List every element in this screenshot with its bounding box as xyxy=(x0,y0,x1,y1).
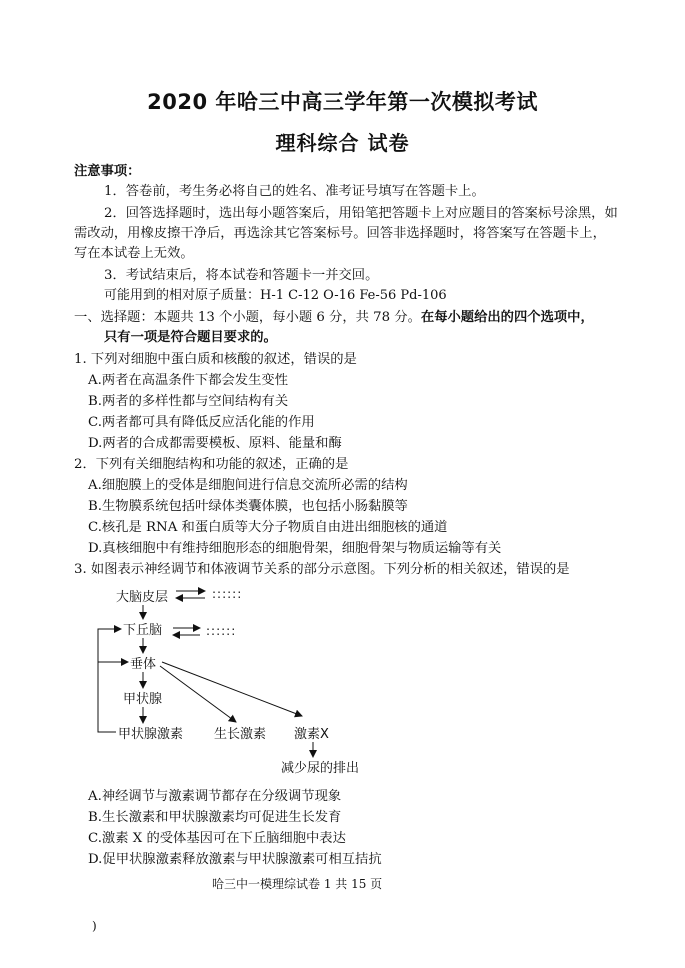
q2-option-c: C.核孔是 RNA 和蛋白质等大分子物质自由进出细胞核的通道 xyxy=(88,520,448,535)
pituitary-output-arrows xyxy=(160,662,302,722)
q2-option-b: B.生物膜系统包括叶绿体类囊体膜，也包括小肠黏膜等 xyxy=(88,499,408,514)
q2-stem: 2．下列有关细胞结构和功能的叙述，正确的是 xyxy=(74,457,349,472)
q1-option-d: D.两者的合成都需要模板、原料、能量和酶 xyxy=(88,436,342,451)
section-1-instructions-b: 在每小题给出的四个选项中， xyxy=(420,310,594,325)
q3-option-b: B.生长激素和甲状腺激素均可促进生长发育 xyxy=(88,810,342,825)
hypothalamus-exchange-arrows xyxy=(173,628,200,635)
page-title: 2020 年哈三中高三学年第一次模拟考试 xyxy=(147,90,538,114)
notice-item-2-line-3: 写在本试卷上无效。 xyxy=(74,246,194,261)
q3-option-d: D.促甲状腺激素释放激素与甲状腺激素可相互拮抗 xyxy=(88,852,382,867)
cortex-exchange-arrows xyxy=(176,591,205,598)
page-footer: 哈三中一模理综试卷 1 共 15 页 xyxy=(212,877,383,891)
q1-stem: 1. 下列对细胞中蛋白质和核酸的叙述，错误的是 xyxy=(74,352,357,367)
q2-option-a: A.细胞膜上的受体是细胞间进行信息交流所必需的结构 xyxy=(88,478,408,493)
diagram-thyroid-label: 甲状腺 xyxy=(123,692,163,707)
hypothalamus-dotted-placeholder: :::::: xyxy=(206,624,237,638)
q1-option-b: B.两者的多样性都与空间结构有关 xyxy=(88,394,289,409)
section-1-instructions-line-2: 只有一项是符合题目要求的。 xyxy=(104,330,277,345)
notice-item-3: 3．考试结束后，将本试卷和答题卡一并交回。 xyxy=(104,268,379,283)
q1-option-c: C.两者都可具有降低反应活化能的作用 xyxy=(88,415,315,430)
diagram-growth-hormone-label: 生长激素 xyxy=(214,727,267,742)
diagram-hypothalamus-label: 下丘脑 xyxy=(123,623,163,638)
notice-item-2-line-1: 2．回答选择题时，选出每小题答案后，用铅笔把答题卡上对应题目的答案标号涂黑，如 xyxy=(104,206,618,221)
stray-mark: ) xyxy=(92,919,97,933)
diagram-cortex-label: 大脑皮层 xyxy=(116,590,169,605)
q3-option-c: C.激素 X 的受体基因可在下丘脑细胞中表达 xyxy=(88,831,346,846)
diagram-hormone-x-label: 激素X xyxy=(294,727,329,742)
diagram-reduce-urine-label: 减少尿的排出 xyxy=(281,761,360,776)
notice-item-1: 1．答卷前，考生务必将自己的姓名、准考证号填写在答题卡上。 xyxy=(104,184,485,199)
atomic-masses: 可能用到的相对原子质量：H-1 C-12 O-16 Fe-56 Pd-106 xyxy=(104,288,447,303)
notice-item-2-line-2: 需改动，用橡皮擦干净后，再选涂其它答案标号。回答非选择题时，将答案写在答题卡上， xyxy=(74,226,606,241)
q2-option-d: D.真核细胞中有维持细胞形态的细胞骨架，细胞骨架与物质运输等有关 xyxy=(88,541,502,556)
section-1-instructions-a: 一、选择题：本题共 13 个小题，每小题 6 分，共 78 分。 xyxy=(74,310,421,325)
diagram-pituitary-label: 垂体 xyxy=(130,657,157,672)
q3-option-a: A.神经调节与激素调节都存在分级调节现象 xyxy=(88,789,342,804)
feedback-loop xyxy=(98,629,128,732)
notice-heading: 注意事项： xyxy=(74,164,141,179)
cortex-dotted-placeholder: :::::: xyxy=(212,587,243,601)
q3-stem: 3. 如图表示神经调节和体液调节关系的部分示意图。下列分析的相关叙述，错误的是 xyxy=(74,562,570,577)
page-subtitle: 理科综合 试卷 xyxy=(275,131,410,155)
q1-option-a: A.两者在高温条件下都会发生变性 xyxy=(88,373,288,388)
diagram-thyroid-hormone-label: 甲状腺激素 xyxy=(118,727,184,742)
